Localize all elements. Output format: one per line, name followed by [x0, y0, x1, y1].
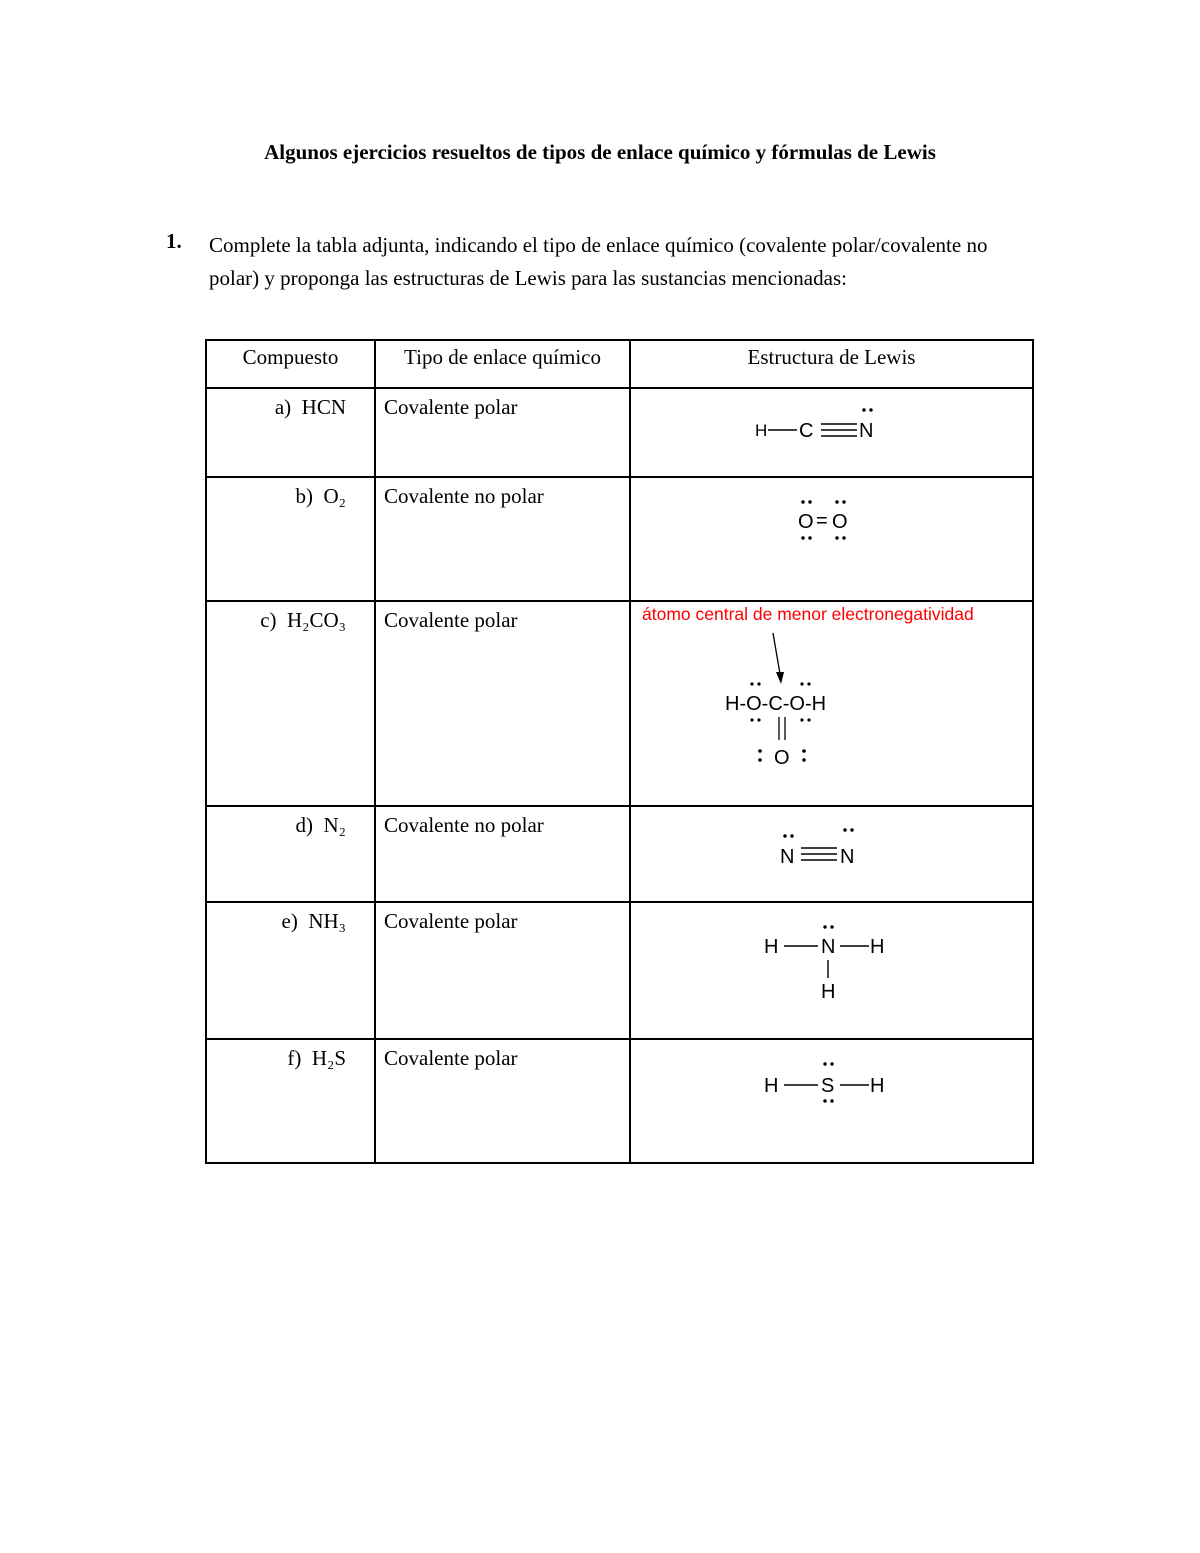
document-title: Algunos ejercicios resueltos de tipos de enlace químico y fórmulas de Lewis — [264, 140, 936, 164]
lewis-atom: N — [840, 846, 855, 868]
header-tipo-enlace: Tipo de enlace químico — [375, 340, 630, 388]
compound-cell — [206, 601, 375, 806]
row-label: a) — [274, 395, 292, 419]
lewis-atom: N — [859, 420, 874, 442]
row-formula: H₂S — [311, 1046, 346, 1070]
header-compuesto: Compuesto — [206, 340, 375, 388]
lone-pair — [823, 1099, 833, 1102]
table-header-row — [206, 340, 1033, 388]
annotation-text: átomo central de menor electronegatividad — [642, 604, 974, 624]
question-text — [209, 229, 1109, 295]
lewis-atom: S — [821, 1075, 835, 1097]
lewis-atom: H — [870, 936, 885, 958]
question-line-1: Complete la tabla adjunta, indicando el tipo de enlace químico (covalente polar/covalente no — [209, 233, 988, 257]
row-label: d) — [295, 813, 313, 837]
row-formula: N₂ — [323, 813, 346, 837]
lone-pair — [801, 536, 811, 539]
table-row — [206, 477, 1033, 601]
lone-pair — [835, 536, 845, 539]
lewis-chain: H-O-C-O-H — [725, 693, 827, 715]
lewis-structure-h2s — [630, 1039, 1033, 1163]
table-row — [206, 1039, 1033, 1163]
lewis-atom: H — [764, 1075, 779, 1097]
table-row — [206, 388, 1033, 477]
row-label: f) — [287, 1046, 302, 1070]
lewis-atom: H — [870, 1075, 885, 1097]
lone-pair — [800, 682, 810, 685]
lewis-structure-nh3 — [630, 902, 1033, 1039]
triple-bond — [801, 848, 837, 860]
lone-pair — [800, 718, 810, 721]
lewis-atom: H — [764, 936, 779, 958]
lone-pair — [823, 1062, 833, 1065]
row-formula: O₂ — [323, 484, 346, 508]
lone-pair — [835, 500, 845, 503]
lewis-atom: O — [774, 747, 790, 769]
triple-bond — [821, 424, 857, 436]
lone-pair — [750, 718, 760, 721]
table-row — [206, 806, 1033, 902]
compound-cell — [206, 806, 375, 902]
lone-pair — [750, 682, 760, 685]
compound-cell — [206, 388, 375, 477]
row-label: e) — [281, 909, 298, 933]
row-label: b) — [295, 484, 313, 508]
annotation-arrow — [773, 633, 780, 674]
lewis-atom: N — [821, 936, 836, 958]
bond-type-cell: Covalente polar — [375, 388, 630, 477]
header-estructura-lewis: Estructura de Lewis — [630, 340, 1033, 388]
bond-type-cell: Covalente no polar — [375, 477, 630, 601]
lone-pair — [783, 834, 793, 837]
question-line-2: polar) y proponga las estructuras de Lewis para las sustancias mencionadas: — [209, 266, 847, 290]
lone-pair — [802, 749, 806, 762]
lewis-atom: H — [821, 981, 836, 1003]
row-formula: HCN — [301, 395, 346, 419]
row-formula: NH₃ — [308, 909, 346, 933]
row-formula: H₂CO₃ — [287, 608, 346, 632]
bond-type-cell: Covalente polar — [375, 902, 630, 1039]
compound-cell — [206, 477, 375, 601]
compound-cell — [206, 1039, 375, 1163]
lewis-structure-h2co3 — [630, 601, 1033, 806]
lone-pair — [843, 828, 853, 831]
lewis-structure-hcn — [630, 388, 1033, 477]
bond-type-cell: Covalente polar — [375, 601, 630, 806]
lewis-structure-o2 — [630, 477, 1033, 601]
lone-pair — [862, 408, 872, 411]
question-number: 1. — [166, 229, 182, 253]
lewis-structure-n2 — [630, 806, 1033, 902]
table-row — [206, 902, 1033, 1039]
lone-pair — [758, 749, 762, 762]
bond-type-cell: Covalente polar — [375, 1039, 630, 1163]
lewis-atom: H — [755, 421, 768, 440]
arrow-head — [776, 672, 784, 684]
lewis-atom: O — [798, 511, 814, 533]
lewis-atom: N — [780, 846, 795, 868]
lewis-atom: O — [832, 511, 848, 533]
double-bond — [779, 717, 785, 740]
bond-type-cell: Covalente no polar — [375, 806, 630, 902]
lewis-atom: C — [799, 420, 814, 442]
table-row — [206, 601, 1033, 806]
compound-cell — [206, 902, 375, 1039]
lone-pair — [801, 500, 811, 503]
lone-pair — [823, 925, 833, 928]
row-label: c) — [260, 608, 277, 632]
compounds-table — [205, 339, 1034, 1164]
double-bond: = — [816, 510, 828, 532]
